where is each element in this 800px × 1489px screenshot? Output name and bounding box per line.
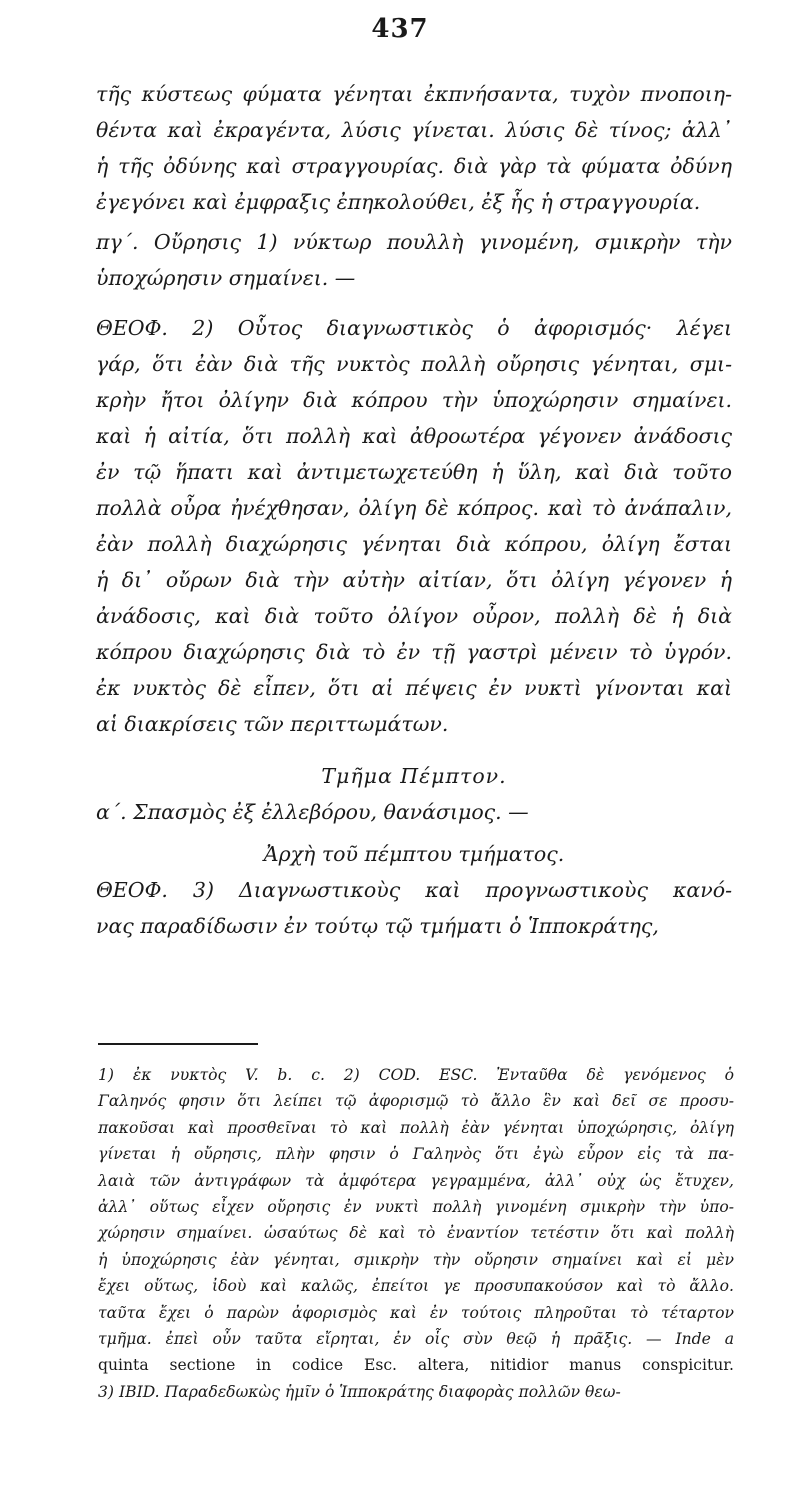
text-line: καὶ ἡ αἰτία, ὅτι πολλὴ καὶ ἀθροωτέρα γέγονεν ἀνάδοσις	[96, 424, 732, 448]
text-line: ἐὰν πολλὴ διαχώρησις γένηται διὰ κόπρου, ὀλίγη ἔσται	[96, 532, 732, 556]
footnote-line: πακοῦσαι καὶ προσθεῖναι τὸ καὶ πολλὴ ἐὰν γένηται ὑποχώρησις, ὀλίγη	[98, 1118, 734, 1137]
aphorism-heading: α´. Σπασμὸς ἐξ ἐλλεβόρου, θανάσιμος. —	[96, 800, 529, 824]
text-line: τῆς κύστεως φύματα γένηται ἐκπνήσαντα, τυχὸν πνοποιη-	[96, 82, 732, 106]
text-line: κόπρου διαχώρησις διὰ τὸ ἐν τῇ γαστρὶ μένειν τὸ ὑγρόν.	[96, 640, 732, 664]
footnote-line: ἀλλ᾽ οὕτως εἶχεν οὔρησις ἐν νυκτὶ πολλὴ γινομένη σμικρὴν τὴν ὑπο-	[98, 1197, 734, 1216]
footnote-line: γίνεται ἡ οὔρησις, πλὴν φησιν ὁ Γαληνὸς ὅτι ἐγὼ εὗρον εἰς τὰ πα-	[98, 1145, 734, 1164]
section-title: Τμῆμα Πέμπτον.	[321, 764, 507, 788]
footnote-line: τμῆμα. ἐπεὶ οὖν ταῦτα εἴρηται, ἐν οἷς σὺν θεῷ ἡ πρᾶξις. — Inde a	[98, 1329, 734, 1348]
section-start-title: Ἀρχὴ τοῦ πέμπτου τμήματος.	[263, 842, 565, 866]
commentary-heading: ΘΕΟΦ. 2) Οὗτος διαγνωστικὸς ὁ ἀφορισμός· λέγει	[96, 316, 732, 340]
text-line: ἐκ νυκτὸς δὲ εἶπεν, ὅτι αἱ πέψεις ἐν νυκτὶ γίνονται καὶ	[96, 676, 732, 700]
aphorism-heading: πγ´. Οὔρησις 1) νύκτωρ πουλλὴ γινομένη, σμικρὴν τὴν	[96, 230, 732, 254]
text-line: ἐγεγόνει καὶ ἐμφραξις ἐπηκολούθει, ἐξ ἧς ἡ στραγγουρία.	[96, 190, 701, 214]
footnote-line: ἔχει οὕτως, ἰδοὺ καὶ καλῶς, ἐπείτοι γε προσυπακούσον καὶ τὸ ἄλλο.	[98, 1277, 734, 1296]
text-line: γάρ, ὅτι ἐὰν διὰ τῆς νυκτὸς πολλὴ οὔρησις γένηται, σμι-	[96, 352, 732, 376]
footnote-line: quinta sectione in codice Esc. altera, nitidior manus conspicitur.	[98, 1356, 734, 1375]
text-line: πολλὰ οὖρα ἠνέχθησαν, ὀλίγη δὲ κόπρος. καὶ τὸ ἀνάπαλιν,	[96, 496, 732, 520]
page-number: 437	[371, 14, 429, 44]
text-line: ἀνάδοσις, καὶ διὰ τοῦτο ὀλίγον οὖρον, πολλὴ δὲ ἡ διὰ	[96, 604, 732, 628]
footnote-line: λαιὰ τῶν ἀντιγράφων τὰ ἀμφότερα γεγραμμένα, ἀλλ᾽ οὐχ ὡς ἔτυχεν,	[98, 1171, 734, 1190]
text-line: ἡ τῆς ὀδύνης καὶ στραγγουρίας. διὰ γὰρ τὰ φύματα ὀδύνη	[96, 154, 732, 178]
footnote-line: χώρησιν σημαίνει. ὡσαύτως δὲ καὶ τὸ ἐναντίον τετέστιν ὅτι καὶ πολλὴ	[98, 1224, 734, 1243]
text-line: νας παραδίδωσιν ἐν τούτῳ τῷ τμήματι ὁ Ἱπποκράτης,	[96, 914, 659, 938]
text-line: θέντα καὶ ἐκραγέντα, λύσις γίνεται. λύσις δὲ τίνος; ἀλλ᾽	[96, 118, 732, 142]
text-line: ἐν τῷ ἥπατι καὶ ἀντιμετωχετεύθη ἡ ὕλη, καὶ διὰ τοῦτο	[96, 460, 732, 484]
footnote-line: ἡ ὑποχώρησις ἐὰν γένηται, σμικρὴν τὴν οὔρησιν σημαίνει καὶ εἰ μὲν	[98, 1250, 734, 1269]
footnote-line: Γαληνός φησιν ὅτι λείπει τῷ ἀφορισμῷ τὸ ἄλλο ἓν καὶ δεῖ σε προσυ-	[98, 1092, 734, 1111]
text-line: ἡ δι᾽ οὔρων διὰ τὴν αὐτὴν αἰτίαν, ὅτι ὀλίγη γέγονεν ἡ	[96, 568, 732, 592]
text-line: αἱ διακρίσεις τῶν περιττωμάτων.	[96, 712, 449, 736]
footnotes	[98, 1062, 734, 1405]
footnote-divider	[98, 1043, 258, 1045]
footnote-line: ταῦτα ἔχει ὁ παρὼν ἀφορισμὸς καὶ ἐν τούτοις πληροῦται τὸ τέταρτον	[98, 1303, 734, 1322]
text-line: κρὴν ἤτοι ὀλίγην διὰ κόπρου τὴν ὑποχώρησιν σημαίνει.	[96, 388, 732, 412]
commentary-heading: ΘΕΟΦ. 3) Διαγνωστικοὺς καὶ προγνωστικοὺς κανό-	[96, 878, 732, 902]
main-text	[96, 76, 732, 944]
footnote-line: 3) IBID. Παραδεδωκὼς ἡμῖν ὁ Ἱπποκράτης διαφορὰς πολλῶν θεω-	[98, 1382, 621, 1401]
text-line: ὑποχώρησιν σημαίνει. —	[96, 266, 356, 290]
footnote-line: 1) ἐκ νυκτὸς V. b. c. 2) COD. ESC. Ἐνταῦθα δὲ γενόμενος ὁ	[98, 1066, 734, 1084]
